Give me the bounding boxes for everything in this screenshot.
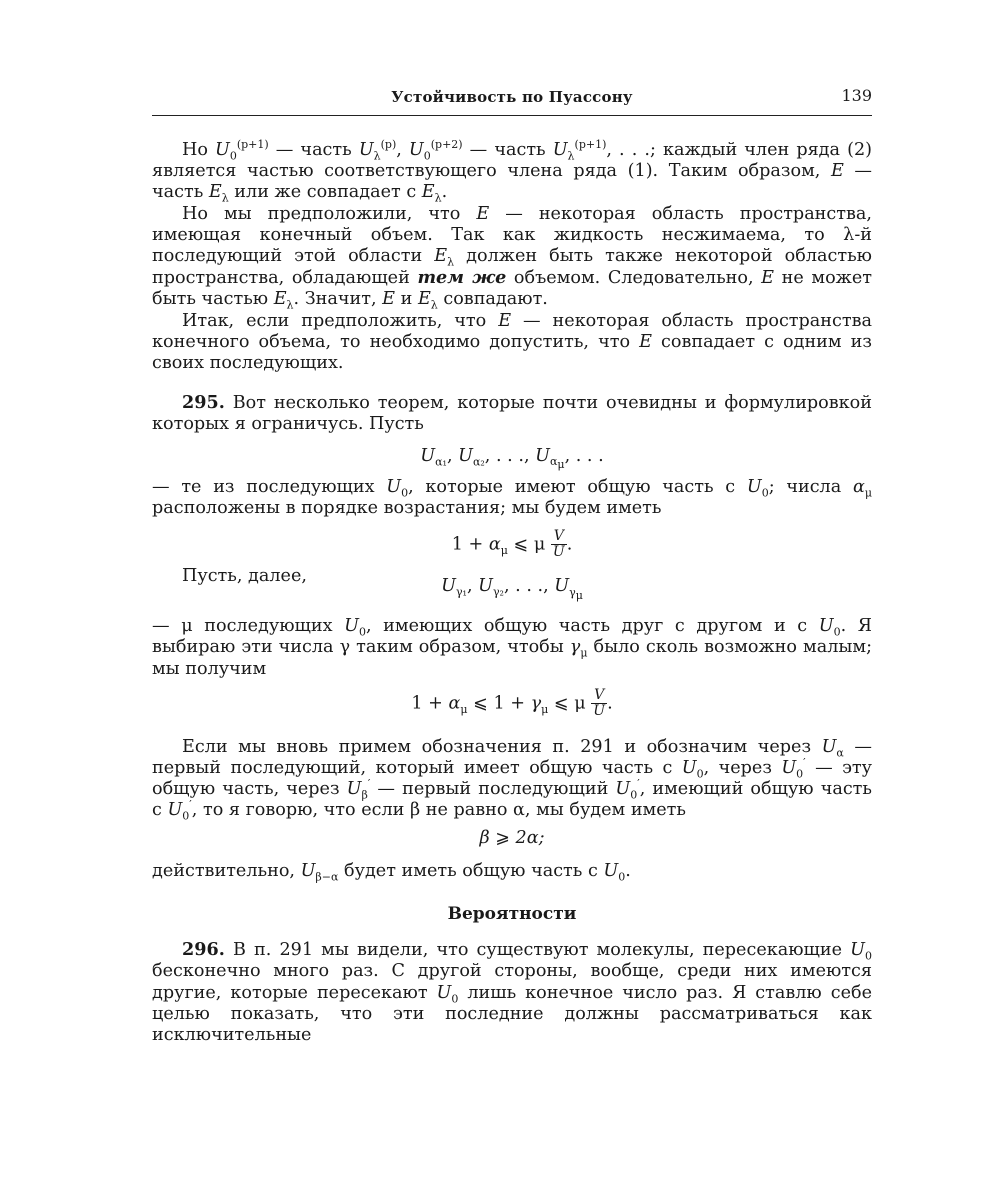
paragraph-8: Если мы вновь примем обозначения п. 291 и обозначим через $U_\alpha$ — первый последующий, который имеет общую часть с $U_0$, через $U_0'$ — эту общую часть, через $U_\beta'$ — первый последующий $U_0'$, имеющий общую часть с $U_0'$, то я говорю, что если β не равно α, мы будем иметь	[152, 736, 873, 823]
paragraph-296: 296. В п. 291 мы видели, что существуют молекулы, пересекающие $U_0$ бесконечно много раз. С другой стороны, вообще, среди них имеются другие, которые пересекают $U_0$ лишь конечное число раз. Я ставлю себе целью показать, что эти последние должны рассматриваться как исключительные	[152, 939, 872, 1046]
spacer	[152, 374, 872, 392]
formula-inequality-1: $1 + \alpha_\mu$ ⩽ μ $\frac{V}{U}$ .	[451, 528, 573, 561]
running-title: Устойчивость по Пуассону	[391, 88, 633, 106]
paragraph-295: 295. Вот несколько теорем, которые почти очевидны и формулировкой которых я ограничусь. Пусть	[152, 392, 872, 435]
lead-and-formula-row	[152, 564, 872, 604]
page-number: 139	[841, 86, 872, 105]
paragraph-3: Итак, если предположить, что E — некоторая область пространства конечного объема, то необходимо допустить, что E совпадает с одним из своих последующих.	[152, 310, 872, 374]
paragraph-7: — μ последующих $U_0$, имеющих общую часть друг с другом и с $U_0$. Я выбираю эти числа γ таким образом, чтобы $\gamma_\mu$ было сколь возможно малым; мы получим	[152, 616, 873, 679]
paragraph-1: Но $U_0^{(p+1)}$ — часть $U_\lambda^{(p)}$, $U_0^{(p+2)}$ — часть $U_\lambda^{(p+1)}$, . . .; каждый член ряда (2) является частью соответствующего члена ряда (1). Таким образом, E — часть $E_\lambda$ или же совпадает с $E_\lambda$.	[152, 138, 873, 205]
paragraph-2: Но мы предположили, что E — некоторая область пространства, имеющая конечный объем. Так как жидкость несжимаема, то λ-й последующий этой области $E_\lambda$ должен быть также некоторой областью пространства, обладающей тем же объемом. Следовательно, E не может быть частью $E_\lambda$. Значит, E и $E_\lambda$ совпадают.	[152, 203, 872, 312]
fraction-v-over-u: $\frac{V}{U}$	[552, 528, 565, 561]
header-rule	[152, 115, 872, 116]
section-title: Вероятности	[447, 904, 577, 925]
formula-inequality-2: $1 + \alpha_\mu$ ⩽ $1 + \gamma_\mu$ ⩽ μ $\frac{V}{U}$ .	[411, 686, 613, 719]
formula-beta-geq-2alpha: β ⩾ 2α;	[479, 827, 545, 848]
page-header	[152, 88, 872, 112]
formula-u-alpha-sequence: $U_{\alpha_1}$, $U_{\alpha_2}$, . . ., $U_{\alpha_\mu}$, . . .	[420, 445, 604, 472]
spacer	[152, 604, 872, 616]
paragraph-9: действительно, $U_{\beta-\alpha}$ будет иметь общую часть с $U_0$.	[152, 860, 631, 884]
fraction-v-over-u: $\frac{V}{U}$	[593, 686, 606, 719]
paragraph-5: — те из последующих $U_0$, которые имеют общую часть с $U_0$; числа $\alpha_\mu$ расположены в порядке возрастания; мы будем иметь	[152, 476, 872, 519]
paragraph-6-lead: Пусть, далее,	[182, 566, 307, 587]
formula-u-gamma-sequence: $U_{\gamma_1}$, $U_{\gamma_2}$, . . ., $U_{\gamma_\mu}$	[441, 576, 583, 602]
page-body	[152, 140, 872, 1046]
